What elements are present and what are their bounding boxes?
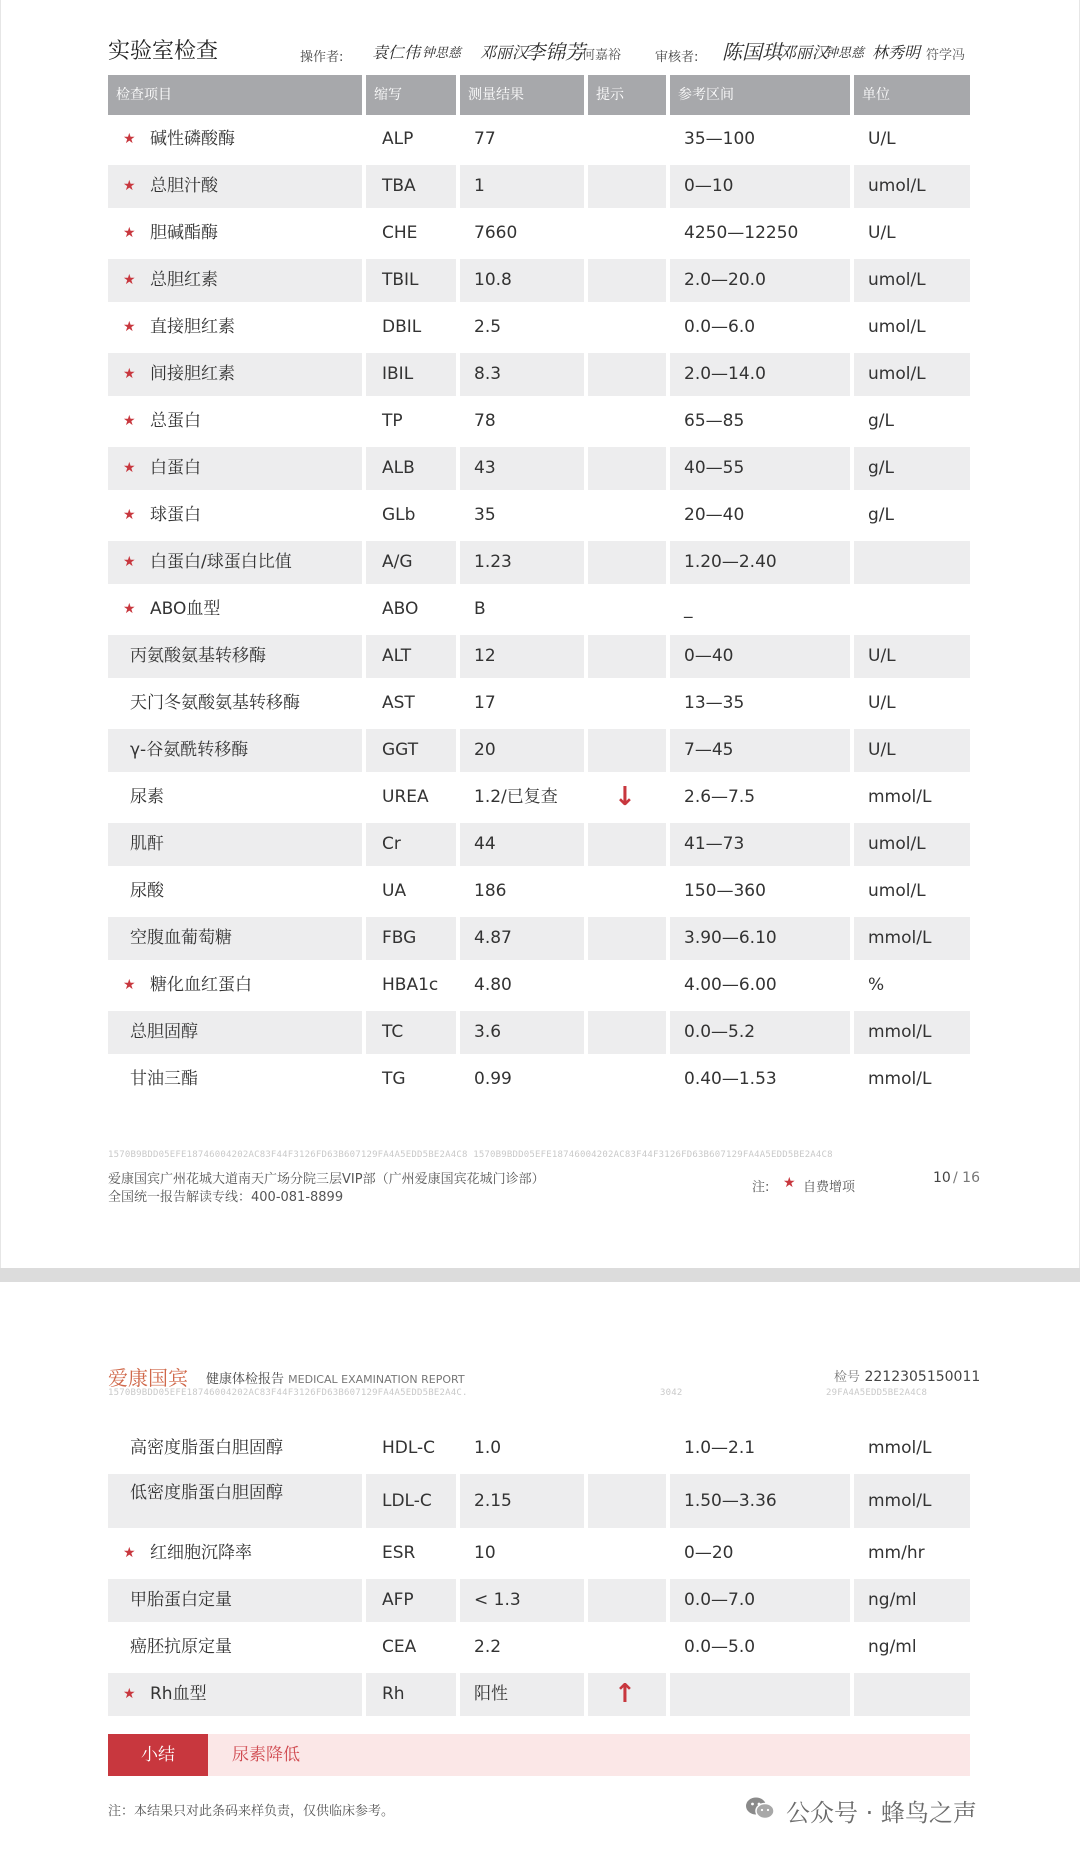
cell-abbr: ESR [382,1543,416,1563]
item-name-text: 直接胆红素 [150,317,235,337]
note-label: 注: [752,1180,770,1195]
cell-item-name [108,447,362,490]
cell-item-name [108,306,362,349]
cell-item-name [108,823,362,866]
hash-code-mid: 3042 [660,1388,683,1398]
cell-result: 7660 [474,223,518,243]
cell-range: 0.40—1.53 [684,1069,777,1089]
cell-hint [588,1011,666,1054]
star-icon: ★ [123,977,136,993]
star-icon: ★ [123,225,136,241]
cell-range: 0.0—5.0 [684,1637,756,1657]
cell-unit: mm/hr [868,1543,925,1563]
cell-result: 35 [474,505,496,525]
note-self-pay: 自费增项 [803,1180,856,1195]
cell-range: 0—10 [670,165,850,208]
cell-abbr: TG [382,1069,406,1089]
cell-result: 44 [460,823,584,866]
cell-abbr: ABO [382,599,419,619]
cell-result: 8.3 [460,353,584,396]
cell-range: 1.20—2.40 [670,541,850,584]
operator-name: 何嘉裕 [582,48,622,63]
item-name-text: 尿酸 [130,881,164,901]
cell-item-name [108,682,362,725]
down-arrow-icon: ↓ [614,782,636,812]
item-name-text: 糖化血红蛋白 [150,975,252,995]
cell-range: 13—35 [684,693,745,713]
report-title [206,1368,465,1387]
cell-result: 186 [474,881,507,901]
cell-result: 2.2 [474,1637,502,1657]
cell-hint [588,823,666,866]
cell-item-name [108,212,362,255]
serial-number [834,1366,980,1385]
serial-label: 检号 [834,1370,861,1385]
item-name-text: 肌酐 [130,834,164,854]
cell-result: 78 [474,411,496,431]
cell-item-name [108,917,362,960]
cell-abbr: ALT [366,635,456,678]
item-name-text: 癌胚抗原定量 [130,1637,232,1657]
cell-item-name [108,635,362,678]
cell-range: 4250—12250 [684,223,799,243]
cell-hint [588,259,666,302]
cell-item-name [108,1532,362,1575]
cell-hint [588,682,666,725]
star-icon: ★ [123,601,136,617]
star-icon: ★ [783,1175,796,1191]
cell-hint [588,1579,666,1622]
cell-unit: mmol/L [868,787,932,807]
cell-hint [588,400,666,443]
cell-unit: U/L [854,729,970,772]
cell-hint [588,541,666,584]
cell-range: 41—73 [670,823,850,866]
cell-abbr: HBA1c [382,975,439,995]
item-name-text: 间接胆红素 [150,364,235,384]
cell-abbr: UA [382,881,407,901]
cell-range: 1.50—3.36 [670,1474,850,1528]
cell-unit: umol/L [854,823,970,866]
header-abbr: 缩写 [366,75,456,115]
cell-item-name [108,1058,362,1101]
cell-range: _ [684,599,693,619]
page-current: 10 [933,1170,951,1186]
cell-range: 2.0—20.0 [670,259,850,302]
star-icon: ★ [123,507,136,523]
cell-abbr: TBIL [366,259,456,302]
cell-item-name [108,870,362,913]
cell-abbr: UREA [382,787,429,807]
cell-hint [588,447,666,490]
cell-result: 12 [460,635,584,678]
cell-unit: g/L [854,447,970,490]
reviewer-signature-1: 陈国琪 [722,40,782,64]
operator-signature-1: 袁仁伟 [372,43,421,62]
cell-result: 1.0 [474,1438,502,1458]
cell-unit: mmol/L [854,1474,970,1528]
cell-range: 4.00—6.00 [684,975,777,995]
cell-unit [854,588,970,631]
cell-hint [588,165,666,208]
cell-unit: ng/ml [868,1637,917,1657]
cell-range: 65—85 [684,411,745,431]
cell-item-name [108,165,362,208]
cell-abbr: TBA [366,165,456,208]
cell-unit: mmol/L [854,917,970,960]
item-name-text: γ-谷氨酰转移酶 [130,740,249,760]
cell-abbr: AFP [366,1579,456,1622]
item-name-text: 天门冬氨酸氨基转移酶 [130,693,300,713]
star-icon: ★ [123,1545,136,1561]
cell-hint [588,306,666,349]
cell-unit: mmol/L [868,1438,932,1458]
cell-unit: mmol/L [854,1011,970,1054]
star-icon: ★ [123,131,136,147]
page-edge-left [0,0,1,1268]
star-icon: ★ [123,366,136,382]
cell-unit: U/L [868,693,896,713]
reviewer-name: 符学冯 [926,48,966,63]
cell-unit: g/L [868,411,894,431]
cell-hint [588,1626,666,1669]
cell-unit [854,541,970,584]
cell-item-name [108,588,362,631]
watermark-text: 公众号 · 蜂鸟之声 [786,1799,977,1827]
page-separator [0,1268,1080,1282]
cell-result: 4.87 [460,917,584,960]
cell-item-name [108,541,362,584]
cell-result: 2.15 [460,1474,584,1528]
cell-abbr: TC [366,1011,456,1054]
cell-range [670,1673,850,1716]
reviewer-label: 审核者: [655,50,699,65]
item-name-text: 红细胞沉降率 [150,1543,252,1563]
cell-hint [588,776,666,819]
item-name-text: 甲胎蛋白定量 [130,1590,232,1610]
cell-range: 0—20 [684,1543,734,1563]
cell-result: 1.2/已复查 [474,787,558,807]
cell-unit: U/L [868,223,896,243]
cell-hint [588,729,666,772]
hash-code-left: 1570B9BDD05EFE18746004202AC83F44F3126FD63B607129FA4A5EDD5BE2A4C. [108,1388,468,1398]
star-icon: ★ [123,413,136,429]
cell-hint [588,353,666,396]
cell-result: 17 [474,693,496,713]
cell-abbr: GLb [382,505,416,525]
reviewer-signature-2: 邓丽汉 [780,43,829,62]
item-name-text: 白蛋白 [150,458,201,478]
cell-item-name [108,259,362,302]
cell-unit: ng/ml [854,1579,970,1622]
cell-unit: g/L [868,505,894,525]
cell-result: 77 [474,129,496,149]
cell-result: 10.8 [460,259,584,302]
cell-abbr: ALB [366,447,456,490]
cell-unit: umol/L [854,165,970,208]
item-name-text: ABO血型 [150,599,221,619]
cell-range: 150—360 [684,881,766,901]
cell-item-name [108,776,362,819]
cell-hint [588,118,666,161]
cell-result: 2.5 [474,317,502,337]
cell-range: 2.6—7.5 [684,787,756,807]
cell-item-name [108,1474,362,1528]
clinic-address: 爱康国宾广州花城大道南天广场分院三层VIP部（广州爱康国宾花城门诊部） [108,1172,545,1187]
cell-item-name [108,1011,362,1054]
item-name-text: Rh血型 [150,1684,207,1704]
cell-abbr: CEA [382,1637,417,1657]
cell-result: 1 [460,165,584,208]
header-hint: 提示 [588,75,666,115]
cell-item-name [108,1427,362,1470]
item-name-text: 低密度脂蛋白胆固醇 [130,1483,283,1503]
page-title: 实验室检查 [108,39,219,64]
cell-abbr: Rh [366,1673,456,1716]
cell-item-name [108,729,362,772]
item-name-text: 高密度脂蛋白胆固醇 [130,1438,283,1458]
cell-item-name [108,1626,362,1669]
hash-code-right: 29FA4A5EDD5BE2A4C8 [826,1388,928,1398]
report-title-en: MEDICAL EXAMINATION REPORT [288,1373,465,1386]
cell-result: 20 [460,729,584,772]
cell-hint [588,917,666,960]
cell-unit: U/L [854,635,970,678]
item-name-text: 丙氨酸氨基转移酶 [130,646,266,666]
cell-item-name [108,118,362,161]
cell-hint [588,635,666,678]
cell-hint [588,494,666,537]
cell-range: 0.0—5.2 [670,1011,850,1054]
cell-result: 3.6 [460,1011,584,1054]
cell-hint [588,588,666,631]
item-name-text: 总胆固醇 [130,1022,198,1042]
cell-item-name [108,353,362,396]
cell-result: 1.23 [460,541,584,584]
cell-item-name [108,1673,362,1716]
item-name-text: 总胆汁酸 [150,176,218,196]
header-result: 测量结果 [460,75,584,115]
cell-result: < 1.3 [460,1579,584,1622]
operator-signature-2: 钟思慈 [422,46,462,61]
cell-hint [588,1673,666,1716]
item-name-text: 碱性磷酸酶 [150,129,235,149]
brand-logo-text: 爱康国宾 [108,1366,188,1390]
cell-item-name [108,964,362,1007]
header-unit: 单位 [854,75,970,115]
item-name-text: 球蛋白 [150,505,201,525]
cell-range: 7—45 [670,729,850,772]
star-icon: ★ [123,319,136,335]
cell-hint [588,1058,666,1101]
serial-value: 2212305150011 [864,1369,981,1385]
cell-result: 0.99 [474,1069,512,1089]
cell-range: 0.0—7.0 [670,1579,850,1622]
cell-abbr: Cr [366,823,456,866]
cell-hint [588,1474,666,1528]
cell-range: 35—100 [684,129,756,149]
item-name-text: 总胆红素 [150,270,218,290]
cell-hint [588,212,666,255]
cell-item-name [108,400,362,443]
cell-range: 0.0—6.0 [684,317,756,337]
reviewer-signature-4: 林秀明 [872,43,921,62]
report-title-cn: 健康体检报告 [206,1372,285,1387]
cell-abbr: LDL-C [366,1474,456,1528]
cell-range: 3.90—6.10 [670,917,850,960]
cell-hint [588,870,666,913]
hotline: 全国统一报告解读专线：400-081-8899 [108,1190,344,1205]
operator-signature-3: 邓丽汉 [480,43,529,62]
cell-abbr: FBG [366,917,456,960]
star-icon: ★ [123,272,136,288]
cell-unit: umol/L [868,317,926,337]
cell-unit: umol/L [868,881,926,901]
cell-result: 阳性 [460,1673,584,1716]
cell-result: 10 [474,1543,496,1563]
item-name-text: 尿素 [130,787,164,807]
cell-abbr: CHE [382,223,418,243]
cell-abbr: TP [382,411,403,431]
item-name-text: 总蛋白 [150,411,201,431]
cell-unit: mmol/L [868,1069,932,1089]
cell-unit: % [868,975,885,995]
cell-item-name [108,1579,362,1622]
operator-signature-4: 李锦芳 [525,40,585,64]
summary-label: 小结 [108,1734,208,1776]
reviewer-signature-3: 钟思慈 [825,46,865,61]
header-item: 检查项目 [108,75,362,115]
cell-hint [588,1532,666,1575]
item-name-text: 甘油三酯 [130,1069,198,1089]
item-name-text: 白蛋白/球蛋白比值 [150,552,292,572]
cell-result: 4.80 [474,975,512,995]
hash-code-line: 1570B9BDD05EFE18746004202AC83F44F3126FD63B607129FA4A5EDD5BE2A4C8 1570B9BDD05EFE18746004202AC83F44F3126FD63B607129FA4A5EDD5BE2A4C8 [108,1150,833,1160]
page-total: / 16 [953,1170,980,1186]
cell-abbr: IBIL [366,353,456,396]
operator-label: 操作者: [300,50,344,65]
summary-text: 尿素降低 [232,1745,300,1765]
wechat-icon [745,1795,775,1825]
cell-unit: umol/L [854,353,970,396]
cell-hint [588,1427,666,1470]
cell-unit: umol/L [854,259,970,302]
cell-result: 43 [460,447,584,490]
cell-abbr: GGT [366,729,456,772]
star-icon: ★ [123,1686,136,1702]
cell-hint [588,964,666,1007]
cell-item-name [108,494,362,537]
star-icon: ★ [123,178,136,194]
item-name-text: 胆碱酯酶 [150,223,218,243]
cell-abbr: ALP [382,129,414,149]
cell-abbr: A/G [366,541,456,584]
cell-abbr: HDL-C [382,1438,436,1458]
star-icon: ★ [123,554,136,570]
cell-result: B [474,599,486,619]
cell-unit [854,1673,970,1716]
item-name-text: 空腹血葡萄糖 [130,928,232,948]
cell-range: 0—40 [670,635,850,678]
header-range: 参考区间 [670,75,850,115]
cell-abbr: AST [382,693,415,713]
cell-range: 1.0—2.1 [684,1438,756,1458]
up-arrow-icon: ↑ [614,1679,636,1709]
cell-abbr: DBIL [382,317,422,337]
cell-unit: U/L [868,129,896,149]
cell-range: 40—55 [670,447,850,490]
star-icon: ★ [123,460,136,476]
footnote: 注：本结果只对此条码来样负责，仅供临床参考。 [108,1804,395,1819]
cell-range: 20—40 [684,505,745,525]
cell-range: 2.0—14.0 [670,353,850,396]
